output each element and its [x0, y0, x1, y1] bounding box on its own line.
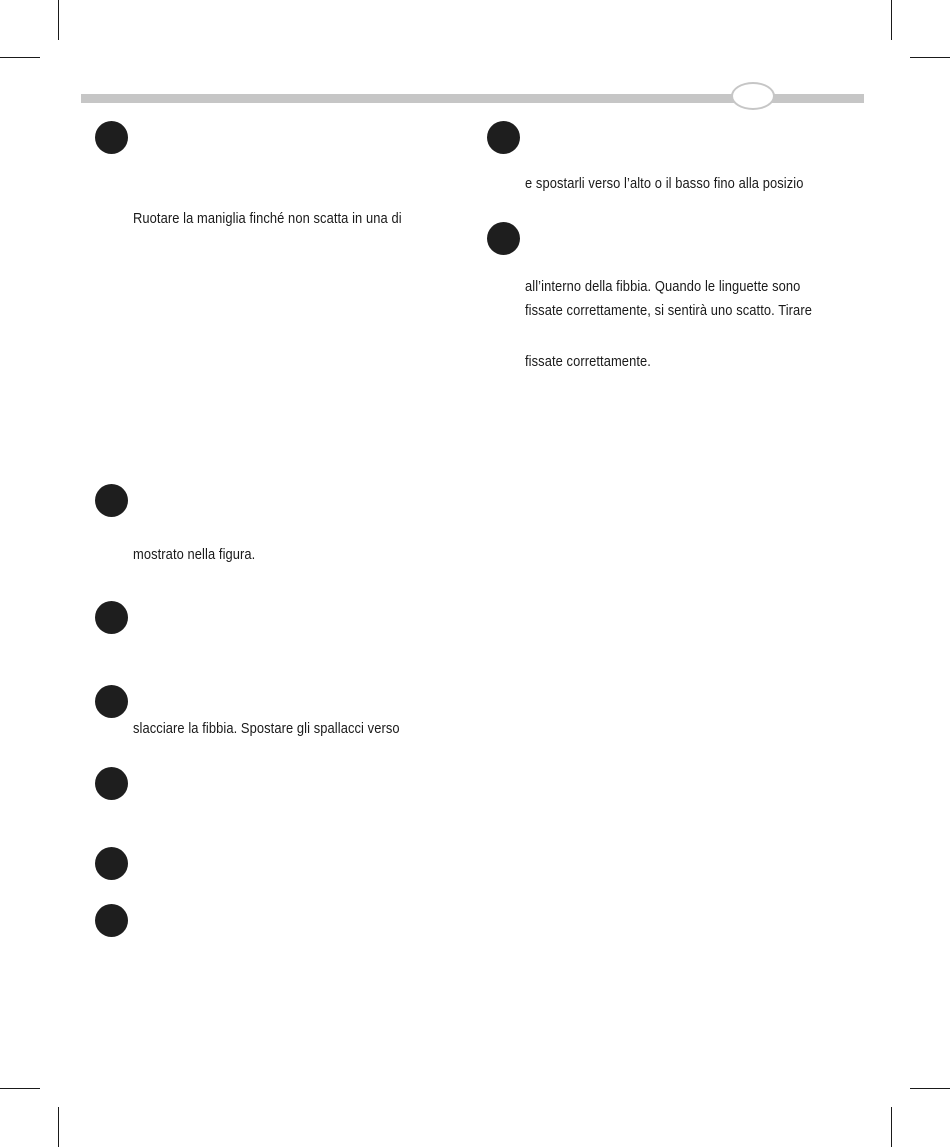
- step-7-bullet: [95, 904, 128, 937]
- step-r2-text-line-2: fissate correttamente, si sentirà uno scatto. Tirare: [525, 302, 812, 319]
- page-number-oval: [731, 82, 775, 110]
- step-3-bullet: [95, 601, 128, 634]
- step-1-text-line-1: Ruotare la maniglia finché non scatta in una di: [133, 210, 402, 227]
- crop-mark-bottom-left-vertical: [58, 1107, 59, 1147]
- step-6-bullet: [95, 847, 128, 880]
- step-4-text-line-1: slacciare la fibbia. Spostare gli spallacci verso: [133, 720, 400, 737]
- crop-mark-bottom-right-horizontal: [910, 1088, 950, 1089]
- crop-mark-bottom-left-horizontal: [0, 1088, 40, 1089]
- step-r1-text-line-1: e spostarli verso l’alto o il basso fino alla posizio: [525, 175, 804, 192]
- step-r2-text-line-1: all’interno della fibbia. Quando le linguette sono: [525, 278, 801, 295]
- step-5-bullet: [95, 767, 128, 800]
- step-2-bullet: [95, 484, 128, 517]
- step-2-text-line-1: mostrato nella figura.: [133, 546, 256, 563]
- step-r2-text-line-3: fissate correttamente.: [525, 353, 651, 370]
- crop-mark-top-left-vertical: [58, 0, 59, 40]
- crop-mark-top-left-horizontal: [0, 57, 40, 58]
- crop-mark-top-right-vertical: [891, 0, 892, 40]
- step-1-bullet: [95, 121, 128, 154]
- step-4-bullet: [95, 685, 128, 718]
- crop-mark-bottom-right-vertical: [891, 1107, 892, 1147]
- crop-mark-top-right-horizontal: [910, 57, 950, 58]
- step-r2-bullet: [487, 222, 520, 255]
- step-r1-bullet: [487, 121, 520, 154]
